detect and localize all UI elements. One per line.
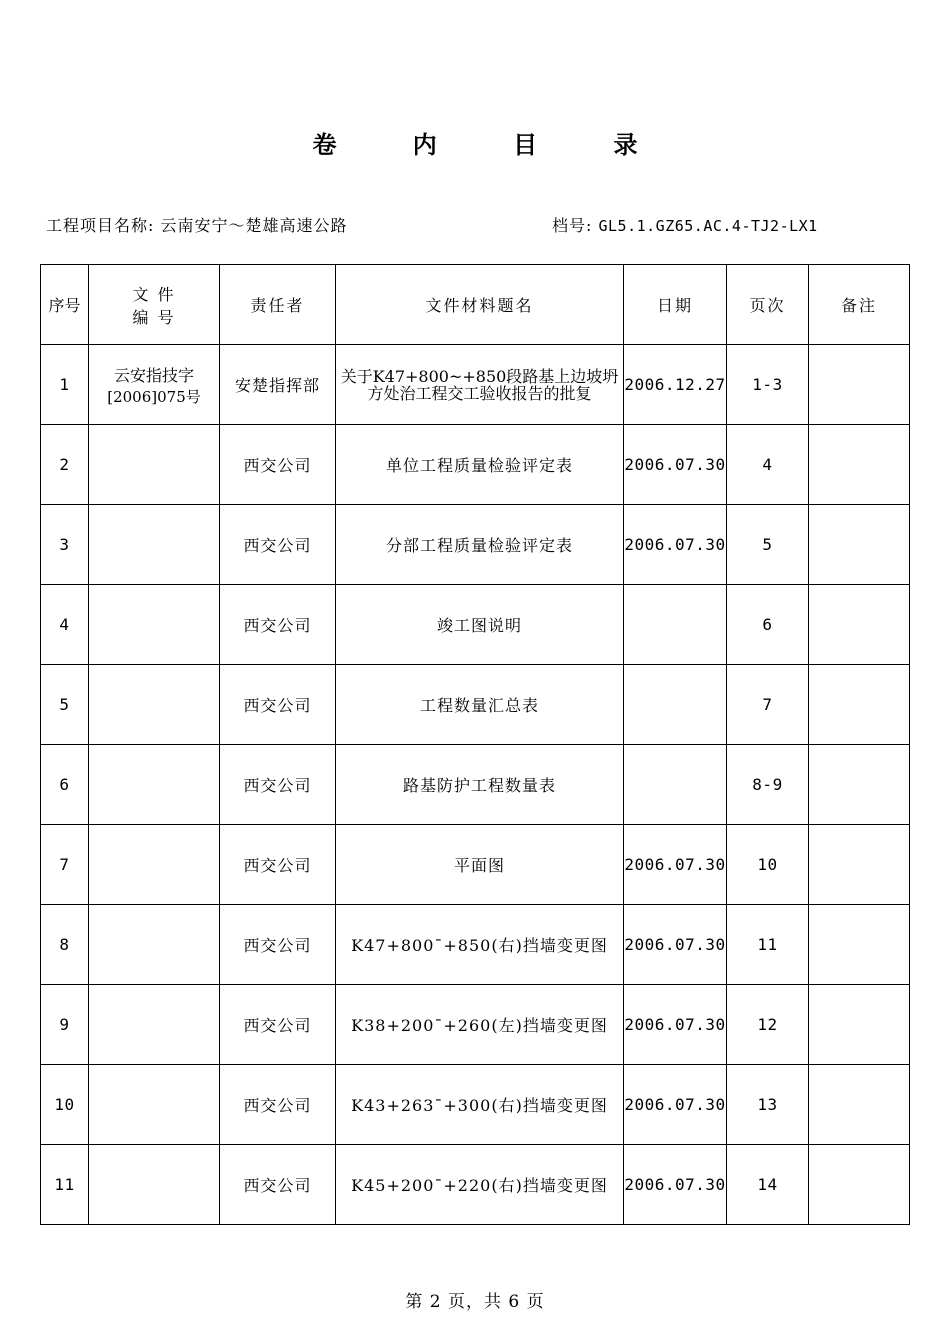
cell-remarks xyxy=(809,745,910,825)
cell-responsible: 安楚指挥部 xyxy=(220,345,336,425)
cell-responsible: 西交公司 xyxy=(220,905,336,985)
table-row xyxy=(41,745,910,825)
cell-doc-no xyxy=(89,345,220,425)
cell-doc-no xyxy=(89,905,220,985)
cell-responsible: 西交公司 xyxy=(220,425,336,505)
cell-doc-no xyxy=(89,1065,220,1145)
cell-doc-no xyxy=(89,505,220,585)
cell-pages: 4 xyxy=(727,425,809,505)
cell-seq: 4 xyxy=(41,585,89,665)
cell-responsible: 西交公司 xyxy=(220,1145,336,1225)
cell-doc-title: 竣工图说明 xyxy=(336,585,624,665)
cell-remarks xyxy=(809,585,910,665)
file-no: GL5.1.GZ65.AC.4-TJ2-LX1 xyxy=(598,217,818,235)
header-responsible: 责任者 xyxy=(220,265,336,345)
cell-doc-title: K47+800¯+850(右)挡墙变更图 xyxy=(336,905,624,985)
cell-responsible: 西交公司 xyxy=(220,1065,336,1145)
cell-remarks xyxy=(809,985,910,1065)
cell-date xyxy=(624,585,727,665)
file-number-line xyxy=(552,213,818,236)
file-no-label: 档号: xyxy=(552,216,593,235)
cell-responsible: 西交公司 xyxy=(220,825,336,905)
cell-doc-title: 路基防护工程数量表 xyxy=(336,745,624,825)
cell-remarks xyxy=(809,345,910,425)
cell-doc-no xyxy=(89,425,220,505)
cell-remarks xyxy=(809,1145,910,1225)
cell-seq: 11 xyxy=(41,1145,89,1225)
cell-doc-title: 工程数量汇总表 xyxy=(336,665,624,745)
cell-date: 2006.07.30 xyxy=(624,425,727,505)
header-date: 日期 xyxy=(624,265,727,345)
cell-seq: 9 xyxy=(41,985,89,1065)
cell-seq: 6 xyxy=(41,745,89,825)
header-seq: 序号 xyxy=(41,265,89,345)
cell-pages: 6 xyxy=(727,585,809,665)
cell-date: 2006.07.30 xyxy=(624,985,727,1065)
cell-seq: 1 xyxy=(41,345,89,425)
cell-doc-title: K38+200¯+260(左)挡墙变更图 xyxy=(336,985,624,1065)
doc-no-line1: 云安指技字 xyxy=(113,365,194,385)
cell-doc-title: 单位工程质量检验评定表 xyxy=(336,425,624,505)
header-remarks: 备注 xyxy=(809,265,910,345)
header-doc-no-line2: 编 号 xyxy=(132,307,176,327)
cell-remarks xyxy=(809,905,910,985)
cell-date xyxy=(624,665,727,745)
cell-doc-no xyxy=(89,745,220,825)
cell-seq: 2 xyxy=(41,425,89,505)
cell-pages: 8-9 xyxy=(727,745,809,825)
cell-remarks xyxy=(809,425,910,505)
table-row xyxy=(41,1145,910,1225)
table-body xyxy=(41,345,910,1225)
cell-pages: 11 xyxy=(727,905,809,985)
table-row xyxy=(41,985,910,1065)
table-header-row xyxy=(41,265,910,345)
cell-pages: 12 xyxy=(727,985,809,1065)
doc-no-line2: [2006]075号 xyxy=(107,387,201,406)
project-name-line xyxy=(46,213,348,236)
table-row xyxy=(41,905,910,985)
cell-pages: 13 xyxy=(727,1065,809,1145)
header-doc-no xyxy=(89,265,220,345)
cell-doc-title: K43+263¯+300(右)挡墙变更图 xyxy=(336,1065,624,1145)
cell-seq: 3 xyxy=(41,505,89,585)
cell-doc-title: 分部工程质量检验评定表 xyxy=(336,505,624,585)
cell-date: 2006.07.30 xyxy=(624,1065,727,1145)
table-row xyxy=(41,505,910,585)
cell-pages: 5 xyxy=(727,505,809,585)
cell-doc-no xyxy=(89,665,220,745)
cell-pages: 7 xyxy=(727,665,809,745)
table-row xyxy=(41,665,910,745)
cell-doc-no xyxy=(89,585,220,665)
cell-responsible: 西交公司 xyxy=(220,985,336,1065)
cell-responsible: 西交公司 xyxy=(220,505,336,585)
cell-seq: 8 xyxy=(41,905,89,985)
table-row xyxy=(41,425,910,505)
table-row xyxy=(41,825,910,905)
cell-seq: 10 xyxy=(41,1065,89,1145)
table-row xyxy=(41,345,910,425)
cell-responsible: 西交公司 xyxy=(220,585,336,665)
cell-remarks xyxy=(809,1065,910,1145)
cell-pages: 1-3 xyxy=(727,345,809,425)
cell-date: 2006.12.27 xyxy=(624,345,727,425)
cell-date: 2006.07.30 xyxy=(624,825,727,905)
project-label: 工程项目名称: xyxy=(46,216,155,235)
table-row xyxy=(41,585,910,665)
cell-remarks xyxy=(809,505,910,585)
cell-responsible: 西交公司 xyxy=(220,745,336,825)
cell-doc-no xyxy=(89,825,220,905)
cell-pages: 14 xyxy=(727,1145,809,1225)
cell-seq: 5 xyxy=(41,665,89,745)
page-title: 卷 内 目 录 xyxy=(312,130,672,159)
cell-doc-title: 平面图 xyxy=(336,825,624,905)
cell-pages: 10 xyxy=(727,825,809,905)
cell-date: 2006.07.30 xyxy=(624,505,727,585)
cell-responsible: 西交公司 xyxy=(220,665,336,745)
cell-remarks xyxy=(809,825,910,905)
table-row xyxy=(41,1065,910,1145)
cell-doc-title: 关于K47+800~+850段路基上边坡坍方处治工程交工验收报告的批复 xyxy=(336,345,624,425)
cell-doc-no xyxy=(89,1145,220,1225)
page-footer: 第 2 页，共 6 页 xyxy=(405,1292,545,1312)
header-pages: 页次 xyxy=(727,265,809,345)
cell-doc-no xyxy=(89,985,220,1065)
catalog-table xyxy=(40,264,910,1225)
cell-date: 2006.07.30 xyxy=(624,905,727,985)
cell-date xyxy=(624,745,727,825)
cell-seq: 7 xyxy=(41,825,89,905)
cell-doc-title: K45+200¯+220(右)挡墙变更图 xyxy=(336,1145,624,1225)
header-doc-no-line1: 文 件 xyxy=(132,284,176,304)
project-name: 云南安宁～楚雄高速公路 xyxy=(160,216,348,235)
cell-remarks xyxy=(809,665,910,745)
cell-date: 2006.07.30 xyxy=(624,1145,727,1225)
header-doc-title: 文件材料题名 xyxy=(336,265,624,345)
